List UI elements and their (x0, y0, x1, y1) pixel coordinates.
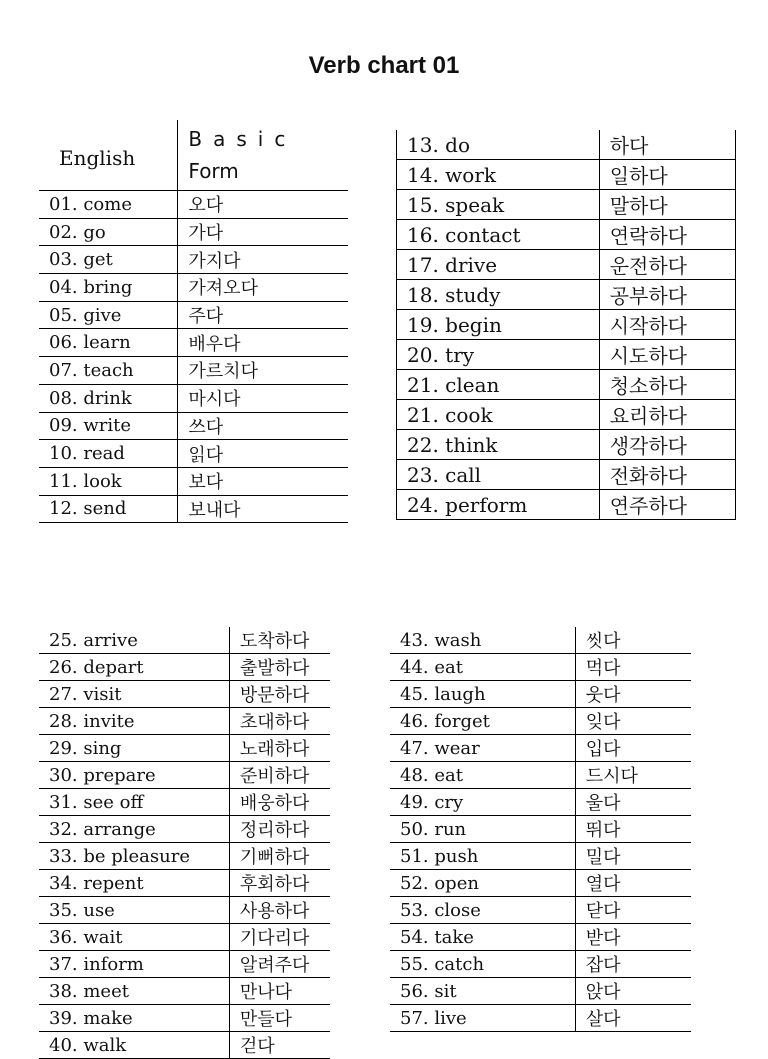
english-verb: 15. speak (397, 190, 600, 220)
korean-basic-form: 씻다 (575, 627, 691, 654)
table-row (39, 412, 348, 440)
table-row (397, 340, 736, 370)
header-english: English (39, 120, 178, 191)
korean-basic-form: 밀다 (575, 843, 691, 870)
table-row (39, 1032, 330, 1059)
korean-basic-form: 만나다 (229, 978, 330, 1005)
english-verb: 12. send (39, 495, 178, 523)
table-row (397, 160, 736, 190)
english-verb: 44. eat (390, 654, 575, 681)
korean-basic-form: 살다 (575, 1005, 691, 1032)
table-row (390, 978, 691, 1005)
english-verb: 13. do (397, 130, 600, 160)
korean-basic-form: 요리하다 (599, 400, 735, 430)
table-row (39, 329, 348, 357)
korean-basic-form: 초대하다 (229, 708, 330, 735)
header-basic-label: Basic (188, 127, 297, 151)
korean-basic-form: 기뻐하다 (229, 843, 330, 870)
table-row (390, 681, 691, 708)
korean-basic-form: 보다 (178, 467, 348, 495)
korean-basic-form: 걷다 (229, 1032, 330, 1059)
english-verb: 05. give (39, 301, 178, 329)
english-verb: 06. learn (39, 329, 178, 357)
table-row (390, 789, 691, 816)
page-title: Verb chart 01 (308, 52, 460, 79)
english-verb: 16. contact (397, 220, 600, 250)
table-row (397, 460, 736, 490)
english-verb: 29. sing (39, 735, 229, 762)
table-row (39, 274, 348, 302)
korean-basic-form: 준비하다 (229, 762, 330, 789)
korean-basic-form: 잊다 (575, 708, 691, 735)
english-verb: 49. cry (390, 789, 575, 816)
table-row (39, 951, 330, 978)
table-row (397, 310, 736, 340)
korean-basic-form: 일하다 (599, 160, 735, 190)
english-verb: 11. look (39, 467, 178, 495)
english-verb: 24. perform (397, 490, 600, 520)
table-row (39, 978, 330, 1005)
table-row (390, 1005, 691, 1032)
english-verb: 40. walk (39, 1032, 229, 1059)
english-verb: 09. write (39, 412, 178, 440)
korean-basic-form: 뛰다 (575, 816, 691, 843)
english-verb: 51. push (390, 843, 575, 870)
header-form-label: Form (188, 159, 239, 183)
korean-basic-form: 전화하다 (599, 460, 735, 490)
korean-basic-form: 잡다 (575, 951, 691, 978)
korean-basic-form: 청소하다 (599, 370, 735, 400)
table-row (39, 218, 348, 246)
english-verb: 31. see off (39, 789, 229, 816)
english-verb: 03. get (39, 246, 178, 274)
korean-basic-form: 만들다 (229, 1005, 330, 1032)
table-row (39, 467, 348, 495)
korean-basic-form: 공부하다 (599, 280, 735, 310)
korean-basic-form: 생각하다 (599, 430, 735, 460)
verb-table-1 (39, 120, 348, 523)
verb-table-4 (390, 627, 691, 1032)
table-row (390, 870, 691, 897)
english-verb: 27. visit (39, 681, 229, 708)
table-row (390, 654, 691, 681)
english-verb: 10. read (39, 440, 178, 468)
english-verb: 30. prepare (39, 762, 229, 789)
english-verb: 32. arrange (39, 816, 229, 843)
table-row (39, 843, 330, 870)
table-row (397, 490, 736, 520)
english-verb: 21. clean (397, 370, 600, 400)
korean-basic-form: 열다 (575, 870, 691, 897)
korean-basic-form: 가져오다 (178, 274, 348, 302)
table-row (397, 280, 736, 310)
korean-basic-form: 도착하다 (229, 627, 330, 654)
table-row (390, 735, 691, 762)
english-verb: 02. go (39, 218, 178, 246)
english-verb: 47. wear (390, 735, 575, 762)
english-verb: 08. drink (39, 384, 178, 412)
english-verb: 14. work (397, 160, 600, 190)
korean-basic-form: 주다 (178, 301, 348, 329)
verb-table-2 (396, 130, 736, 520)
korean-basic-form: 말하다 (599, 190, 735, 220)
korean-basic-form: 시도하다 (599, 340, 735, 370)
korean-basic-form: 닫다 (575, 897, 691, 924)
table-row (397, 130, 736, 160)
korean-basic-form: 배웅하다 (229, 789, 330, 816)
korean-basic-form: 가지다 (178, 246, 348, 274)
english-verb: 54. take (390, 924, 575, 951)
table-row (39, 495, 348, 523)
korean-basic-form: 울다 (575, 789, 691, 816)
korean-basic-form: 읽다 (178, 440, 348, 468)
korean-basic-form: 드시다 (575, 762, 691, 789)
table-row (39, 440, 348, 468)
english-verb: 19. begin (397, 310, 600, 340)
english-verb: 07. teach (39, 357, 178, 385)
korean-basic-form: 기다리다 (229, 924, 330, 951)
table-row (390, 708, 691, 735)
english-verb: 25. arrive (39, 627, 229, 654)
english-verb: 33. be pleasure (39, 843, 229, 870)
table-row (39, 924, 330, 951)
table-row (390, 951, 691, 978)
table-row (390, 816, 691, 843)
table-row (39, 708, 330, 735)
table-row (39, 1005, 330, 1032)
english-verb: 55. catch (390, 951, 575, 978)
english-verb: 37. inform (39, 951, 229, 978)
table-row (397, 220, 736, 250)
table-row (397, 370, 736, 400)
english-verb: 35. use (39, 897, 229, 924)
table-row (390, 627, 691, 654)
table-row (39, 357, 348, 385)
english-verb: 52. open (390, 870, 575, 897)
english-verb: 17. drive (397, 250, 600, 280)
table-row (397, 430, 736, 460)
korean-basic-form: 먹다 (575, 654, 691, 681)
korean-basic-form: 연락하다 (599, 220, 735, 250)
english-verb: 20. try (397, 340, 600, 370)
english-verb: 34. repent (39, 870, 229, 897)
korean-basic-form: 보내다 (178, 495, 348, 523)
korean-basic-form: 하다 (599, 130, 735, 160)
korean-basic-form: 가르치다 (178, 357, 348, 385)
korean-basic-form: 앉다 (575, 978, 691, 1005)
table-row (390, 762, 691, 789)
table-row (390, 897, 691, 924)
english-verb: 36. wait (39, 924, 229, 951)
english-verb: 57. live (390, 1005, 575, 1032)
table-row (397, 190, 736, 220)
table-row (397, 250, 736, 280)
korean-basic-form: 방문하다 (229, 681, 330, 708)
korean-basic-form: 마시다 (178, 384, 348, 412)
korean-basic-form: 사용하다 (229, 897, 330, 924)
english-verb: 53. close (390, 897, 575, 924)
english-verb: 50. run (390, 816, 575, 843)
english-verb: 39. make (39, 1005, 229, 1032)
table-row (39, 384, 348, 412)
korean-basic-form: 배우다 (178, 329, 348, 357)
table-row (39, 870, 330, 897)
table-row (390, 843, 691, 870)
english-verb: 56. sit (390, 978, 575, 1005)
header-basic-form (178, 120, 348, 191)
english-verb: 26. depart (39, 654, 229, 681)
english-verb: 48. eat (390, 762, 575, 789)
table-header-row (39, 120, 348, 191)
korean-basic-form: 운전하다 (599, 250, 735, 280)
korean-basic-form: 받다 (575, 924, 691, 951)
english-verb: 04. bring (39, 274, 178, 302)
korean-basic-form: 출발하다 (229, 654, 330, 681)
english-verb: 21. cook (397, 400, 600, 430)
korean-basic-form: 가다 (178, 218, 348, 246)
korean-basic-form: 시작하다 (599, 310, 735, 340)
korean-basic-form: 연주하다 (599, 490, 735, 520)
table-row (39, 301, 348, 329)
table-row (397, 400, 736, 430)
korean-basic-form: 오다 (178, 191, 348, 219)
english-verb: 22. think (397, 430, 600, 460)
english-verb: 45. laugh (390, 681, 575, 708)
table-row (39, 789, 330, 816)
table-row (39, 681, 330, 708)
korean-basic-form: 후회하다 (229, 870, 330, 897)
english-verb: 28. invite (39, 708, 229, 735)
table-row (39, 897, 330, 924)
table-row (39, 735, 330, 762)
korean-basic-form: 노래하다 (229, 735, 330, 762)
table-row (390, 924, 691, 951)
table-row (39, 627, 330, 654)
korean-basic-form: 알려주다 (229, 951, 330, 978)
english-verb: 01. come (49, 193, 132, 215)
english-verb: 23. call (397, 460, 600, 490)
korean-basic-form: 정리하다 (229, 816, 330, 843)
table-row (39, 654, 330, 681)
table-row (39, 762, 330, 789)
table-row (39, 246, 348, 274)
table-row (39, 816, 330, 843)
table-row (39, 191, 348, 219)
english-verb: 46. forget (390, 708, 575, 735)
korean-basic-form: 입다 (575, 735, 691, 762)
english-verb: 18. study (397, 280, 600, 310)
english-verb: 43. wash (390, 627, 575, 654)
korean-basic-form: 웃다 (575, 681, 691, 708)
english-verb: 38. meet (39, 978, 229, 1005)
verb-table-3 (39, 627, 330, 1059)
korean-basic-form: 쓰다 (178, 412, 348, 440)
